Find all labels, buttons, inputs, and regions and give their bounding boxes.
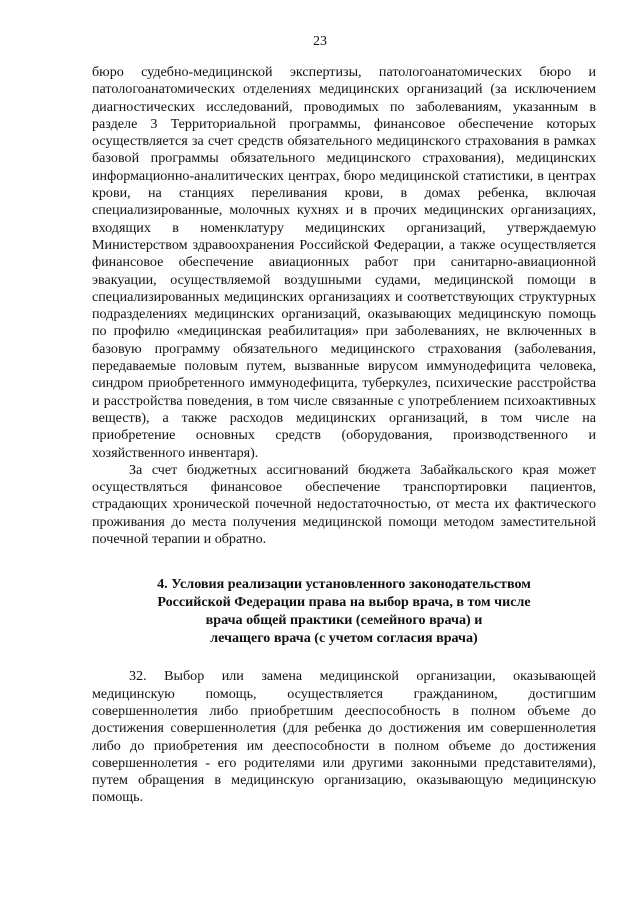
section-heading [92, 575, 596, 647]
section-heading-line: врача общей практики (семейного врача) и [205, 612, 483, 629]
section-heading-line: лечащего врача (с учетом согласия врача) [210, 630, 478, 647]
page-number: 23 [313, 34, 327, 49]
section-heading-line: 4. Условия реализации установленного законодательством [157, 576, 531, 593]
paragraph-continuation: бюро судебно-медицинской экспертизы, патологоанатомических бюро и патологоанатомических отделениях медицинских организаций (за исключением диагностических исследований, проводимых по заболеваниям, указанным в разделе 3 Территориальной программы, финансовое обеспечение которых осуществляется за счет средств обязательного медицинского страхования в рамках базовой программы обязательного медицинского страхования), медицинских информационно-аналитических центрах, бюро медицинской статистики, в центрах крови, на станциях переливания крови, в домах ребенка, включая специализированные, молочных кухнях и в прочих медицинских организациях, входящих в номенклатуру медицинских организаций, утверждаемую Министерством здравоохранения Российской Федерации, а также осуществляется финансовое обеспечение авиационных работ при санитарно-авиационной эвакуации, осуществляемой воздушными судами, медицинской помощи в специализированных медицинских организациях и соответствующих структурных подразделениях медицинских организаций, оказывающих медицинскую помощь по профилю «медицинская реабилитация» при заболеваниях, не включенных в базовую программу обязательного медицинского страхования (заболевания, передаваемые половым путем, вызванные вирусом иммунодефицита человека, синдром приобретенного иммунодефицита, туберкулез, психические расстройства и расстройства поведения, в том числе связанные с употреблением психоактивных веществ), а также расходов медицинских организаций, в том числе на приобретение основных средств (оборудования, производственного и хозяйственного инвентаря). [92, 64, 596, 461]
section-heading-line: Российской Федерации права на выбор врача, в том числе [157, 594, 531, 611]
document-body [92, 64, 596, 807]
paragraph-budget-funding: За счет бюджетных ассигнований бюджета Забайкальского края может осуществляться финансовое обеспечение транспортировки пациентов, страдающих хронической почечной недостаточностью, от места их фактического проживания до места получения медицинской помощи методом заместительной почечной терапии и обратно. [92, 461, 596, 548]
paragraph-clause-32: 32. Выбор или замена медицинской организации, оказывающей медицинскую помощь, осуществляется гражданином, достигшим совершеннолетия либо приобретшим дееспособность в полном объеме до достижения совершеннолетия (для ребенка до достижения им совершеннолетия либо до приобретения им дееспособности в полном объеме до достижения совершеннолетия - его родителями или другими законными представителями), путем обращения в медицинскую организацию, оказывающую медицинскую помощь. [92, 668, 596, 806]
